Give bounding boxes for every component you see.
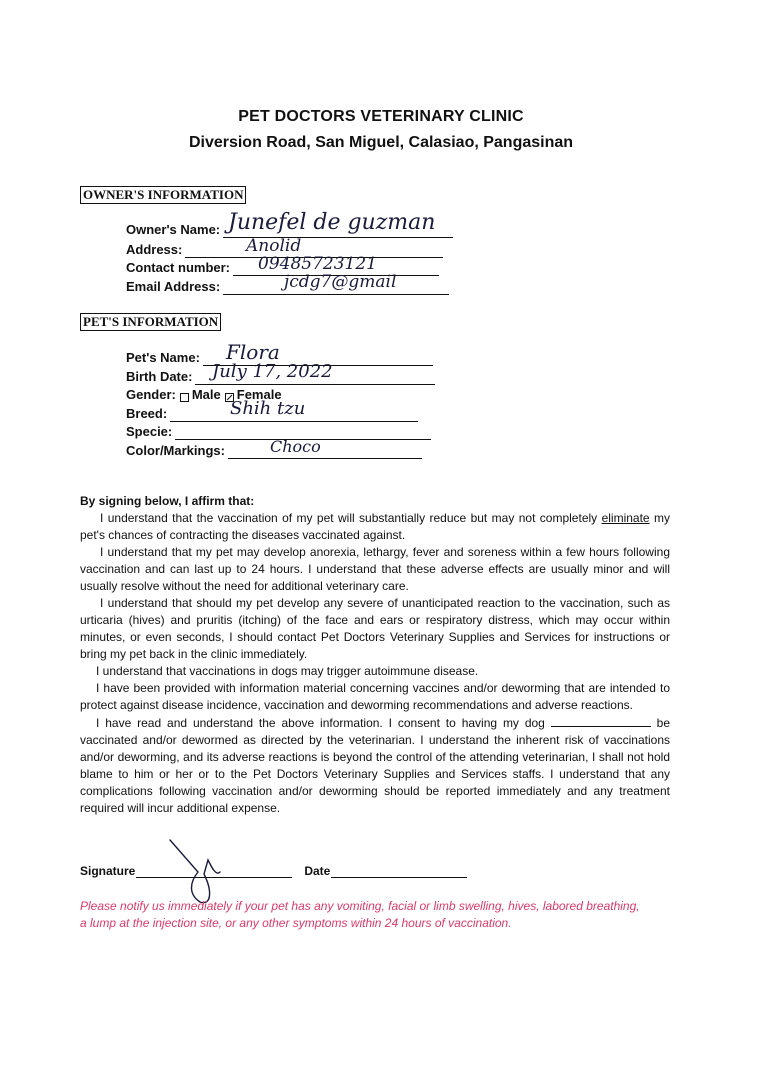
- affirm-paragraph-4: I understand that vaccinations in dogs may trigger autoimmune disease.: [96, 664, 479, 678]
- birth-date-value: July 17, 2022: [212, 361, 333, 382]
- birth-date-label: Birth Date:: [126, 369, 193, 384]
- color-label: Color/Markings:: [126, 443, 225, 458]
- affirm-paragraph-2: I understand that my pet may develop anorexia, lethargy, fever and soreness within a few hours following vaccination and can last up to 24 hours. I understand that these adverse effects are usually minor and will usually resolve without the need for additional veterinary care.: [80, 545, 670, 593]
- affirmation-title: By signing below, I affirm that:: [80, 494, 255, 508]
- affirm-p6-text: I have read and understand the above information. I consent to having my dog: [96, 716, 551, 730]
- email-value: jcdg7@gmail: [284, 272, 397, 292]
- color-line: [228, 445, 422, 459]
- affirm-paragraph-6: [80, 714, 670, 817]
- affirm-p1-text-end: my pet's chances of contracting the diseases vaccinated against.: [80, 511, 670, 542]
- color-value: Choco: [270, 437, 321, 456]
- affirm-p6-text-end: be vaccinated and/or dewormed as directed by the veterinarian. I understand the inherent risk of vaccinations and/or deworming, and its adverse reactions is beyond the control of the attending veterinarian, I shall not hold blame to him or her or to the Pet Doctors Veterinary Supplies and Services staffs. I understand that any complications following vaccination and/or deworming should be reported immediately and any treatment required will incur additional expense.: [80, 716, 670, 815]
- affirm-paragraph-1: [80, 510, 670, 544]
- affirm-p1-underlined: eliminate: [601, 511, 650, 525]
- pet-name-label: Pet's Name:: [126, 350, 200, 365]
- date-line[interactable]: [331, 865, 467, 878]
- dog-name-blank[interactable]: [551, 714, 651, 727]
- contact-label: Contact number:: [126, 260, 230, 275]
- notice-text: Please notify us immediately if your pet has any vomiting, facial or limb swelling, hives, labored breathing, a lump at the injection site, or any other symptoms within 24 hours of vaccination.: [80, 899, 640, 930]
- affirm-paragraph-5: I have been provided with information material concerning vaccines and/or deworming that are intended to protect against disease incidence, vaccination and deworming recommendations and adverse reactions.: [80, 681, 670, 712]
- specie-label: Specie:: [126, 424, 173, 439]
- address-value: Anolid: [246, 236, 302, 256]
- affirmation-body: [80, 510, 670, 817]
- contact-value: 09485723121: [258, 254, 377, 274]
- male-checkbox[interactable]: [180, 393, 189, 402]
- affirm-p1-text: I understand that the vaccination of my pet will substantially reduce but may not completely: [100, 511, 602, 525]
- signature-row: [80, 864, 467, 878]
- owner-section-title: OWNER'S INFORMATION: [80, 186, 246, 204]
- pet-name-value: Flora: [226, 340, 280, 364]
- breed-label: Breed:: [126, 406, 168, 421]
- male-label: Male: [191, 387, 221, 402]
- female-label: Female: [236, 387, 282, 402]
- owner-name-label: Owner's Name:: [126, 222, 221, 237]
- date-label: Date: [304, 864, 331, 878]
- email-label: Email Address:: [126, 279, 221, 294]
- affirm-paragraph-3: I understand that should my pet develop any severe of unanticipated reaction to the vaccination, such as urticaria (hives) and pruritis (itching) of the face and ears or respiratory distress, which may occur within minutes, or even seconds, I should contact Pet Doctors Veterinary Supplies and Services for instructions or bring my pet back in the clinic immediately.: [80, 596, 670, 661]
- signature-label: Signature: [80, 864, 136, 878]
- breed-value: Shih tzu: [230, 398, 306, 419]
- pet-section-title: PET'S INFORMATION: [80, 313, 221, 331]
- owner-name-value: Junefel de guzman: [228, 210, 436, 235]
- gender-label: Gender:: [126, 387, 176, 402]
- clinic-name: PET DOCTORS VETERINARY CLINIC: [238, 108, 524, 125]
- address-label: Address:: [126, 242, 183, 257]
- clinic-address: Diversion Road, San Miguel, Calasiao, Pangasinan: [188, 134, 574, 151]
